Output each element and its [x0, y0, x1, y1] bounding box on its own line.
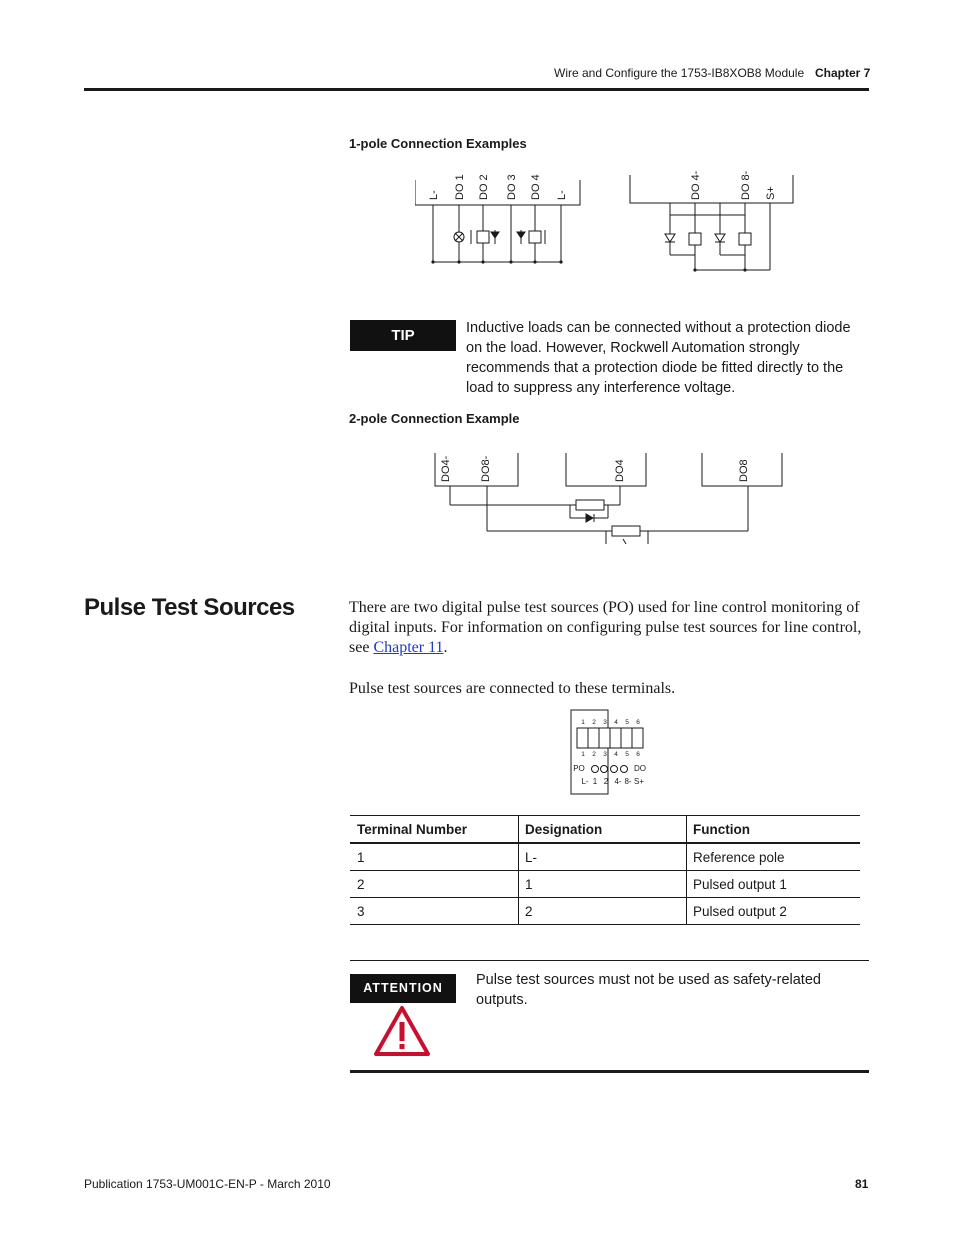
tip-text: Inductive loads can be connected without a protection diode on the load. However, Rockwell Automation strongly recommends that a protection diode be fitted directly to the load to suppress any interference voltage. — [466, 320, 851, 396]
diagram-label-do8-minus-2pole: DO8- — [480, 455, 492, 482]
terminal-top-6: 6 — [636, 719, 640, 726]
running-title: Wire and Configure the 1753-IB8XOB8 Module — [554, 66, 805, 80]
table-cell: 1 — [519, 871, 687, 898]
terminal-diagram — [568, 708, 650, 796]
diagram-label-do4: DO 4 — [530, 174, 542, 200]
table-cell: 2 — [519, 898, 687, 925]
diagram-label-do4-minus-2pole: DO4- — [440, 455, 452, 482]
table-row — [351, 871, 861, 898]
terminal-bottom-num-6: 6 — [636, 751, 640, 758]
pulse-paragraph-1-end: . — [443, 639, 448, 656]
terminal-bottom-num-5: 5 — [625, 751, 629, 758]
table-cell: 1 — [351, 843, 519, 871]
terminal-po-label: PO — [573, 764, 585, 773]
chapter-11-link[interactable]: Chapter 11 — [373, 639, 444, 656]
table-row — [351, 843, 861, 871]
terminal-top-1: 1 — [581, 719, 585, 726]
tip-label: TIP — [350, 320, 456, 351]
terminal-label-1: 1 — [592, 777, 598, 786]
diagram-label-s-plus: S+ — [765, 186, 777, 200]
table-header-function: Function — [687, 816, 861, 844]
attention-text: Pulse test sources must not be used as safety-related outputs. — [476, 972, 821, 1008]
section-heading-pulse-test-sources: Pulse Test Sources — [84, 594, 295, 621]
terminal-bottom-num-4: 4 — [614, 751, 618, 758]
terminal-bottom-num-3: 3 — [603, 751, 607, 758]
table-header-designation: Designation — [519, 816, 687, 844]
terminal-label-4-minus: 4- — [614, 777, 622, 786]
diagram-label-do8-2pole: DO8 — [738, 459, 750, 482]
table-header-row — [351, 816, 861, 844]
terminal-do-label: DO — [634, 764, 646, 773]
attention-bottom-rule — [350, 1070, 869, 1073]
diagram-label-do4-minus: DO 4- — [690, 170, 702, 200]
terminal-label-l-minus: L- — [581, 777, 589, 786]
terminal-top-4: 4 — [614, 719, 618, 726]
table-cell: Reference pole — [687, 843, 861, 871]
caption-1pole: 1-pole Connection Examples — [349, 136, 527, 151]
terminal-label-2: 2 — [603, 777, 609, 786]
caption-2pole: 2-pole Connection Example — [349, 411, 520, 426]
diagram-label-do8-minus: DO 8- — [740, 170, 752, 200]
diagram-1pole — [415, 170, 815, 280]
publication-footer: Publication 1753-UM001C-EN-P - March 2010 — [84, 1177, 331, 1191]
diagram-label-do3: DO 3 — [506, 174, 518, 200]
terminal-bottom-num-2: 2 — [592, 751, 596, 758]
table-cell: 3 — [351, 898, 519, 925]
pulse-paragraph-1 — [349, 598, 869, 658]
warning-triangle-icon — [372, 1004, 432, 1058]
terminal-top-5: 5 — [625, 719, 629, 726]
diagram-label-do4-2pole: DO4 — [614, 459, 626, 482]
diagram-label-do1: DO 1 — [454, 174, 466, 200]
table-row — [351, 898, 861, 925]
diagram-label-l-minus-1: L- — [428, 190, 440, 200]
pulse-paragraph-1-text: There are two digital pulse test sources (PO) used for line control monitoring of digital inputs. For information on configuring pulse test sources for line control, see — [349, 599, 862, 656]
table-cell: Pulsed output 2 — [687, 898, 861, 925]
header-rule — [84, 88, 869, 91]
diagram-label-do2: DO 2 — [478, 174, 490, 200]
terminal-table — [350, 815, 860, 925]
terminal-top-2: 2 — [592, 719, 596, 726]
table-cell: 2 — [351, 871, 519, 898]
diagram-label-l-minus-2: L- — [556, 190, 568, 200]
terminal-bottom-num-1: 1 — [581, 751, 585, 758]
table-cell: Pulsed output 1 — [687, 871, 861, 898]
pulse-paragraph-2: Pulse test sources are connected to these terminals. — [349, 680, 676, 697]
chapter-label: Chapter 7 — [815, 66, 871, 80]
terminal-top-3: 3 — [603, 719, 607, 726]
diagram-2pole — [430, 448, 790, 544]
attention-top-rule — [350, 960, 869, 961]
attention-label: ATTENTION — [350, 974, 456, 1003]
table-cell: L- — [519, 843, 687, 871]
page-number: 81 — [855, 1177, 869, 1191]
terminal-label-8-minus: 8- — [624, 777, 632, 786]
terminal-label-s-plus: S+ — [633, 777, 645, 786]
table-header-terminal-number: Terminal Number — [351, 816, 519, 844]
